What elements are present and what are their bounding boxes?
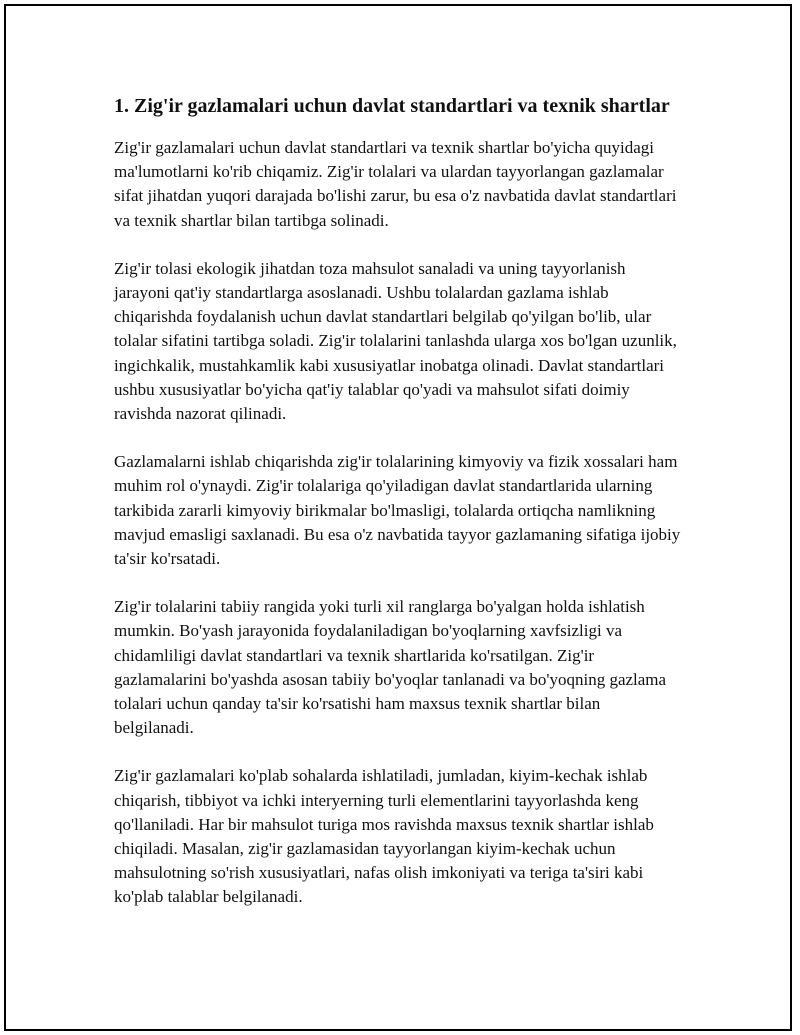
paragraph-3: Gazlamalarni ishlab chiqarishda zig'ir tolalarining kimyoviy va fizik xossalari ham muhim rol o'ynaydi. Zig'ir tolalariga qo'yiladigan davlat standartlarida ularning tarkibida zararli kimyoviy birikmalar bo'lmasligi, tolalarda ortiqcha namlikning mavjud emasligi saxlanadi. Bu esa o'z navbatida tayyor gazlamaning sifatiga ijobiy ta'sir ko'rsatadi.: [114, 452, 681, 569]
paragraph-4: Zig'ir tolalarini tabiiy rangida yoki turli xil ranglarga bo'yalgan holda ishlatish mumkin. Bo'yash jarayonida foydalaniladigan bo'yoqlarning xavfsizligi va chidamliligi davlat standartlari va texnik shartlarida ko'rsatilgan. Zig'ir gazlamalarini bo'yashda asosan tabiiy bo'yoqlar tanlanadi va bo'yoqning gazlama tolalari uchun qanday ta'sir ko'rsatishi ham maxsus texnik shartlar bilan belgilanadi.: [114, 597, 667, 738]
paragraph-2: Zig'ir tolasi ekologik jihatdan toza mahsulot sanaladi va uning tayyorlanish jarayoni qat'iy standartlarga asoslanadi. Ushbu tolalardan gazlama ishlab chiqarishda foydalanish uchun davlat standartlari belgilab qo'yilgan bo'lib, ular tolalar sifatini tartibga soladi. Zig'ir tolalarini tanlashda ularga xos bo'lgan uzunlik, ingichkalik, mustahkamlik kabi xususiyatlar inobatga olinadi. Davlat standartlari ushbu xususiyatlar bo'yicha qat'iy talablar qo'yadi va mahsulot sifati doimiy ravishda nazorat qilinadi.: [114, 258, 677, 424]
paragraph-5: Zig'ir gazlamalari ko'plab sohalarda ishlatiladi, jumladan, kiyim-kechak ishlab chiqarish, tibbiyot va ichki interyerning turli elementlarini tayyorlashda keng qo'llaniladi. Har bir mahsulot turiga mos ravishda maxsus texnik shartlar ishlab chiqiladi. Masalan, zig'ir gazlamasidan tayyorlangan kiyim-kechak uchun mahsulotning so'rish xususiyatlari, nafas olish imkoniyati va teriga ta'siri kabi ko'plab talablar belgilanadi.: [114, 766, 654, 907]
section-heading: 1. Zig'ir gazlamalari uchun davlat standartlari va texnik shartlar: [114, 95, 670, 117]
document-body: [114, 92, 684, 934]
paragraph-1: Zig'ir gazlamalari uchun davlat standartlari va texnik shartlar bo'yicha quyidagi ma'lumotlarni ko'rib chiqamiz. Zig'ir tolalari va ulardan tayyorlangan gazlamalar sifat jihatdan yuqori darajada bo'lishi zarur, bu esa o'z navbatida davlat standartlari va texnik shartlar bilan tartibga solinadi.: [114, 138, 677, 230]
